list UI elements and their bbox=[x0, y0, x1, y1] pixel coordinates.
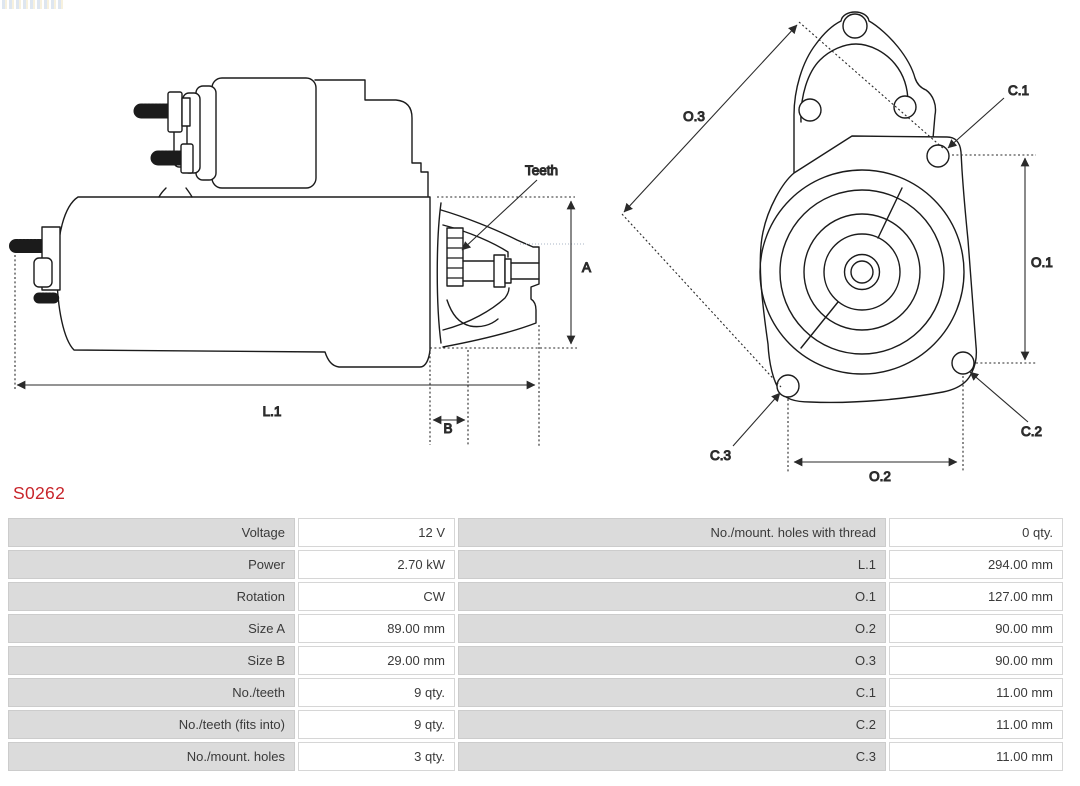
table-row bbox=[8, 518, 1063, 547]
spec-value-cell: 90.00 mm bbox=[889, 614, 1063, 643]
dim-label-c1: C.1 bbox=[1008, 83, 1030, 98]
spec-label-cell: No./mount. holes with thread bbox=[458, 518, 886, 547]
spec-label-cell: No./teeth bbox=[8, 678, 295, 707]
spec-label-cell: O.1 bbox=[458, 582, 886, 611]
shaft-collar bbox=[494, 255, 505, 287]
dim-label-l1: L.1 bbox=[262, 404, 282, 419]
spec-label-cell: O.2 bbox=[458, 614, 886, 643]
table-row bbox=[8, 550, 1063, 579]
shaft-collar-2 bbox=[505, 259, 511, 283]
table-row bbox=[8, 742, 1063, 771]
spec-label-cell: C.1 bbox=[458, 678, 886, 707]
part-number: S0262 bbox=[13, 483, 66, 503]
spec-table bbox=[5, 515, 1066, 774]
spec-value-cell: CW bbox=[298, 582, 455, 611]
housing-bracket bbox=[315, 80, 428, 196]
motor-body bbox=[57, 197, 430, 367]
dim-label-c3: C.3 bbox=[710, 448, 732, 463]
pinion-gear bbox=[447, 228, 463, 286]
spec-label-cell: C.3 bbox=[458, 742, 886, 771]
solenoid-leg-left bbox=[159, 188, 166, 197]
side-view-drawing bbox=[16, 78, 539, 367]
corner-artifact bbox=[2, 0, 65, 9]
spec-value-cell: 90.00 mm bbox=[889, 646, 1063, 675]
spec-label-cell: Power bbox=[8, 550, 295, 579]
spec-value-cell: 89.00 mm bbox=[298, 614, 455, 643]
dim-line-o3 bbox=[624, 25, 797, 212]
dashed-ray-c3 bbox=[622, 214, 781, 387]
spec-label-cell: Voltage bbox=[8, 518, 295, 547]
spec-value-cell: 9 qty. bbox=[298, 678, 455, 707]
solenoid-leg-right bbox=[186, 188, 192, 197]
table-row bbox=[8, 646, 1063, 675]
bracket-hole-top bbox=[843, 14, 867, 38]
teeth-label: Teeth bbox=[525, 163, 559, 178]
table-row bbox=[8, 710, 1063, 739]
spec-label-cell: L.1 bbox=[458, 550, 886, 579]
flange-hole-c2 bbox=[952, 352, 974, 374]
body-end-ring bbox=[437, 203, 441, 343]
solenoid-body bbox=[212, 78, 316, 188]
spec-value-cell: 127.00 mm bbox=[889, 582, 1063, 611]
dim-label-o1: O.1 bbox=[1031, 255, 1053, 270]
spec-value-cell: 11.00 mm bbox=[889, 742, 1063, 771]
terminal-washer-upper bbox=[182, 98, 190, 126]
spec-value-cell: 12 V bbox=[298, 518, 455, 547]
c2-leader-line bbox=[970, 372, 1028, 422]
table-row bbox=[8, 678, 1063, 707]
spec-value-cell: 9 qty. bbox=[298, 710, 455, 739]
spec-label-cell: No./teeth (fits into) bbox=[8, 710, 295, 739]
spec-value-cell: 29.00 mm bbox=[298, 646, 455, 675]
spec-value-cell: 11.00 mm bbox=[889, 710, 1063, 739]
dim-label-a: A bbox=[582, 260, 592, 275]
spec-value-cell: 2.70 kW bbox=[298, 550, 455, 579]
spec-label-cell: No./mount. holes bbox=[8, 742, 295, 771]
spec-label-cell: Size A bbox=[8, 614, 295, 643]
dim-label-c2: C.2 bbox=[1021, 424, 1043, 439]
spec-label-cell: Size B bbox=[8, 646, 295, 675]
front-view-drawing bbox=[760, 12, 976, 402]
spec-value-cell: 3 qty. bbox=[298, 742, 455, 771]
center-boss bbox=[824, 234, 900, 310]
c1-leader-line bbox=[948, 98, 1004, 148]
spec-value-cell: 294.00 mm bbox=[889, 550, 1063, 579]
spec-value-cell: 11.00 mm bbox=[889, 678, 1063, 707]
spec-label-cell: C.2 bbox=[458, 710, 886, 739]
dim-label-o3: O.3 bbox=[683, 109, 705, 124]
table-row bbox=[8, 614, 1063, 643]
dim-label-o2: O.2 bbox=[869, 469, 891, 484]
spec-value-cell: 0 qty. bbox=[889, 518, 1063, 547]
spec-label-cell: Rotation bbox=[8, 582, 295, 611]
dim-label-b: B bbox=[443, 421, 453, 436]
left-terminal-block bbox=[34, 258, 52, 287]
flange-hole-c1 bbox=[927, 145, 949, 167]
terminal-nut-lower bbox=[181, 144, 193, 173]
terminal-nut-upper bbox=[168, 92, 182, 132]
table-row bbox=[8, 582, 1063, 611]
bracket-hole-left bbox=[799, 99, 821, 121]
spec-label-cell: O.3 bbox=[458, 646, 886, 675]
c3-leader-line bbox=[733, 393, 780, 446]
